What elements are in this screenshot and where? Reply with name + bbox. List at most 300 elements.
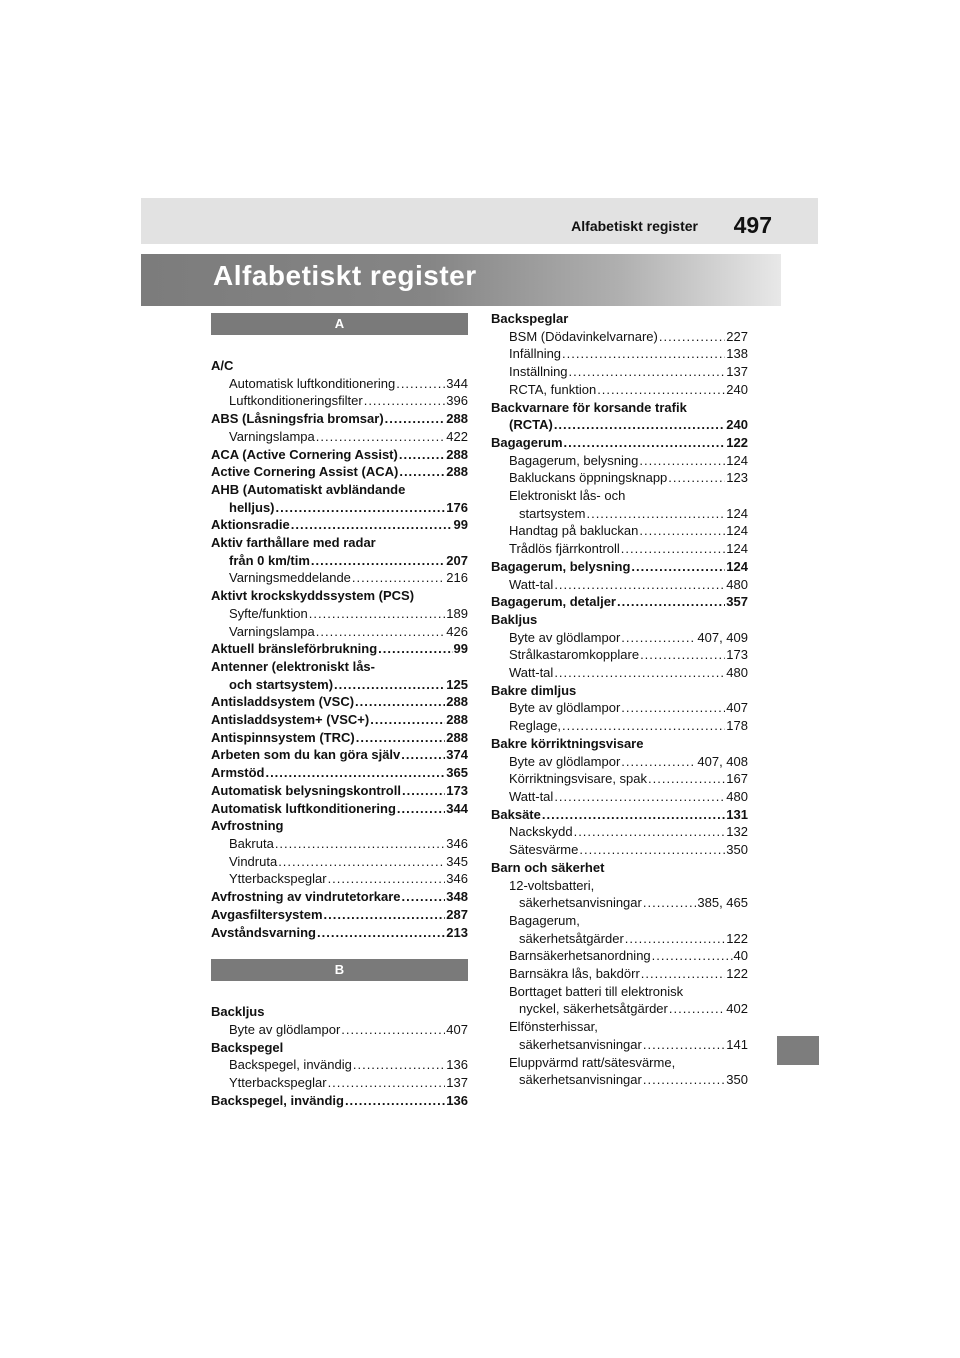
entry-text: A/C xyxy=(211,358,234,373)
entry-text: Backljus xyxy=(211,1004,265,1020)
index-entry xyxy=(491,877,748,895)
index-entry xyxy=(211,693,468,711)
page-ref: 131 xyxy=(726,806,748,822)
page-ref: 288 xyxy=(446,694,468,710)
entry-text: Avfrostning av vindrutetorkare xyxy=(211,889,401,905)
index-entry xyxy=(211,552,468,570)
leader-dots xyxy=(309,605,446,623)
index-entry xyxy=(211,729,468,747)
index-entry xyxy=(211,569,468,587)
page-ref: 288 xyxy=(446,446,468,462)
index-list-a xyxy=(211,357,468,941)
leader-dots xyxy=(639,522,725,540)
entry-text: Watt-tal xyxy=(509,576,554,592)
index-entry xyxy=(211,746,468,764)
entry-text: Varningsmeddelande xyxy=(229,570,351,586)
entry-text: Varningslampa xyxy=(229,623,315,639)
index-entry xyxy=(211,711,468,729)
index-entry xyxy=(211,924,468,942)
page-ref: 227 xyxy=(726,328,748,344)
page-ref: 480 xyxy=(726,665,748,681)
index-entry xyxy=(491,735,748,753)
index-entry xyxy=(491,841,748,859)
page-ref: 407, 409 xyxy=(697,629,748,645)
index-entry xyxy=(211,658,468,676)
page-ref: 132 xyxy=(726,824,748,840)
entry-text: Aktivt krockskyddssystem (PCS) xyxy=(211,588,415,604)
entry-text: Bakre körriktningsvisare xyxy=(491,735,644,751)
leader-dots xyxy=(621,540,726,558)
leader-dots xyxy=(621,699,725,717)
entry-text: Barnsäkerhetsanordning xyxy=(509,948,651,964)
header-title: Alfabetiskt register xyxy=(571,218,698,234)
page-ref: 288 xyxy=(446,411,468,427)
leader-dots xyxy=(324,906,446,924)
entry-text: startsystem xyxy=(519,505,586,521)
index-entry xyxy=(491,381,748,399)
page-number: 497 xyxy=(733,212,772,238)
entry-text: Bagagerum, belysning xyxy=(509,452,639,468)
index-entry xyxy=(491,1071,748,1089)
page-ref: 348 xyxy=(446,889,468,905)
entry-text: Reglage, xyxy=(509,718,562,734)
entry-text: Vindruta xyxy=(229,853,278,869)
leader-dots xyxy=(265,764,445,782)
index-column-left xyxy=(211,313,468,1109)
index-entry xyxy=(491,593,748,611)
page-ref: 123 xyxy=(726,470,748,486)
page-ref: 124 xyxy=(726,505,748,521)
index-entry xyxy=(211,1039,468,1057)
index-entry xyxy=(211,906,468,924)
page-ref: 178 xyxy=(726,718,748,734)
index-entry xyxy=(211,853,468,871)
entry-text: Avgasfiltersystem xyxy=(211,906,323,922)
page-ref: 402 xyxy=(726,1001,748,1017)
index-entry xyxy=(491,823,748,841)
index-column-right xyxy=(491,310,748,1089)
index-list-b-left xyxy=(211,1003,468,1109)
leader-dots xyxy=(643,1071,725,1089)
page-ref: 189 xyxy=(446,605,468,621)
leader-dots xyxy=(562,717,725,735)
page-title: Alfabetiskt register xyxy=(213,260,477,291)
index-entry xyxy=(211,676,468,694)
entry-text: 12-voltsbatteri, xyxy=(509,877,595,893)
index-entry xyxy=(491,646,748,664)
leader-dots xyxy=(554,576,725,594)
leader-dots xyxy=(334,676,445,694)
index-entry xyxy=(491,310,748,328)
entry-text: Infällning xyxy=(509,346,562,362)
entry-text: Active Cornering Assist (ACA) xyxy=(211,464,399,480)
index-entry xyxy=(211,1021,468,1039)
page-ref: 365 xyxy=(446,765,468,781)
index-entry xyxy=(211,1003,468,1021)
page-ref: 240 xyxy=(726,381,748,397)
entry-text: Bagagerum, xyxy=(509,912,580,928)
leader-dots xyxy=(397,800,445,818)
index-entry xyxy=(491,859,748,877)
index-entry xyxy=(491,682,748,700)
leader-dots xyxy=(378,640,452,658)
leader-dots xyxy=(385,410,446,428)
entry-text: Antenner (elektroniskt lås- xyxy=(211,658,375,674)
index-entry xyxy=(491,328,748,346)
leader-dots xyxy=(668,469,725,487)
index-entry xyxy=(491,717,748,735)
page-ref: 125 xyxy=(446,676,468,692)
page-ref: 344 xyxy=(446,800,468,816)
entry-text: Bagagerum xyxy=(491,434,563,450)
index-entry xyxy=(491,1000,748,1018)
index-entry xyxy=(211,800,468,818)
page-ref: 346 xyxy=(446,835,468,851)
page-ref: 122 xyxy=(726,930,748,946)
index-entry xyxy=(491,611,748,629)
index-entry xyxy=(491,399,748,417)
index-entry xyxy=(491,522,748,540)
entry-text: Watt-tal xyxy=(509,665,554,681)
page-ref: 122 xyxy=(726,966,748,982)
entry-text: Bakruta xyxy=(229,835,274,851)
index-entry xyxy=(491,345,748,363)
entry-text: Bakre dimljus xyxy=(491,682,577,698)
page-ref: 288 xyxy=(446,464,468,480)
entry-text: Antispinnsystem (TRC) xyxy=(211,729,355,745)
entry-text: Baksäte xyxy=(491,806,541,822)
leader-dots xyxy=(641,965,726,983)
entry-text: Aktiv farthållare med radar xyxy=(211,535,376,551)
index-entry xyxy=(491,965,748,983)
entry-text: säkerhetsåtgärder xyxy=(519,930,624,946)
leader-dots xyxy=(542,806,725,824)
index-entry xyxy=(211,463,468,481)
entry-text: Luftkonditioneringsfilter xyxy=(229,393,363,409)
leader-dots xyxy=(311,552,445,570)
index-entry xyxy=(491,699,748,717)
page-ref: 99 xyxy=(453,641,468,657)
leader-dots xyxy=(640,646,725,664)
entry-text: Avfrostning xyxy=(211,818,284,834)
leader-dots xyxy=(275,835,445,853)
entry-text: RCTA, funktion xyxy=(509,381,597,397)
index-entry xyxy=(211,481,468,499)
entry-text: Backspeglar xyxy=(491,311,569,326)
index-entry xyxy=(211,428,468,446)
leader-dots xyxy=(316,623,446,641)
entry-text: Elektroniskt lås- och xyxy=(509,488,626,504)
page-ref: 344 xyxy=(446,375,468,391)
page-ref: 138 xyxy=(726,346,748,362)
leader-dots xyxy=(643,1036,725,1054)
leader-dots xyxy=(579,841,725,859)
entry-text: nyckel, säkerhetsåtgärder xyxy=(519,1001,668,1017)
entry-text: Syfte/funktion xyxy=(229,605,308,621)
leader-dots xyxy=(276,499,446,517)
index-entry xyxy=(211,870,468,888)
page-ref: 240 xyxy=(726,417,748,433)
index-entry xyxy=(491,788,748,806)
leader-dots xyxy=(621,753,696,771)
page-ref: 407, 408 xyxy=(697,753,748,769)
index-entry xyxy=(491,947,748,965)
page-ref: 288 xyxy=(446,712,468,728)
leader-dots xyxy=(317,924,445,942)
entry-text: Bagagerum, detaljer xyxy=(491,594,616,610)
entry-text: Trådlös fjärrkontroll xyxy=(509,541,620,557)
page-ref: 396 xyxy=(446,393,468,409)
index-entry xyxy=(491,434,748,452)
entry-text: Byte av glödlampor xyxy=(509,700,621,716)
entry-text: Armstöd xyxy=(211,765,265,781)
leader-dots xyxy=(621,629,696,647)
page-ref: 216 xyxy=(446,570,468,586)
index-entry xyxy=(491,416,748,434)
title-banner xyxy=(141,254,781,306)
entry-text: Handtag på bakluckan xyxy=(509,523,639,539)
entry-text: Ytterbackspeglar xyxy=(229,1075,327,1091)
leader-dots xyxy=(631,558,725,576)
leader-dots xyxy=(617,593,725,611)
page-ref: 287 xyxy=(446,906,468,922)
page-header xyxy=(141,198,818,244)
index-entry xyxy=(211,357,468,375)
entry-text: (RCTA) xyxy=(509,417,553,433)
entry-text: helljus) xyxy=(229,499,275,515)
page-ref: 480 xyxy=(726,788,748,804)
page-ref: 422 xyxy=(446,428,468,444)
entry-text: AHB (Automatiskt avbländande xyxy=(211,481,406,497)
index-entry xyxy=(491,664,748,682)
leader-dots xyxy=(328,870,446,888)
leader-dots xyxy=(345,1092,445,1110)
entry-text: Automatisk belysningskontroll xyxy=(211,782,401,798)
index-entry xyxy=(491,753,748,771)
leader-dots xyxy=(291,516,453,534)
entry-text: Barn och säkerhet xyxy=(491,859,605,875)
leader-dots xyxy=(554,664,725,682)
index-entry xyxy=(211,764,468,782)
leader-dots xyxy=(669,1000,725,1018)
leader-dots xyxy=(569,363,726,381)
leader-dots xyxy=(659,328,725,346)
index-entry xyxy=(211,782,468,800)
entry-text: Backspegel xyxy=(211,1039,284,1055)
page-ref: 213 xyxy=(446,924,468,940)
leader-dots xyxy=(643,894,697,912)
page-ref: 124 xyxy=(726,452,748,468)
leader-dots xyxy=(639,452,725,470)
leader-dots xyxy=(356,729,446,747)
index-entry xyxy=(211,534,468,552)
entry-text: Backspegel, invändig xyxy=(229,1057,352,1073)
index-entry xyxy=(491,770,748,788)
index-entry xyxy=(211,817,468,835)
entry-text: Byte av glödlampor xyxy=(509,629,621,645)
index-entry xyxy=(491,1036,748,1054)
leader-dots xyxy=(402,888,446,906)
entry-text: Bakljus xyxy=(491,611,538,627)
entry-text: Byte av glödlampor xyxy=(229,1021,341,1037)
leader-dots xyxy=(401,746,445,764)
page-ref: 122 xyxy=(726,434,748,450)
entry-text: Eluppvärmd ratt/sätesvärme, xyxy=(509,1054,676,1070)
leader-dots xyxy=(574,823,726,841)
page-ref: 136 xyxy=(446,1092,468,1108)
page-ref: 345 xyxy=(446,853,468,869)
index-entry xyxy=(211,623,468,641)
index-entry xyxy=(491,894,748,912)
index-entry xyxy=(211,499,468,517)
leader-dots xyxy=(554,416,725,434)
page-ref: 167 xyxy=(726,771,748,787)
page-ref: 173 xyxy=(446,782,468,798)
page-ref: 480 xyxy=(726,576,748,592)
page-ref: 426 xyxy=(446,623,468,639)
leader-dots xyxy=(352,569,445,587)
index-entry xyxy=(211,516,468,534)
page-ref: 176 xyxy=(446,499,468,515)
index-entry xyxy=(211,605,468,623)
leader-dots xyxy=(625,930,726,948)
leader-dots xyxy=(597,381,725,399)
entry-text: Varningslampa xyxy=(229,428,315,444)
leader-dots xyxy=(586,505,725,523)
page-ref: 124 xyxy=(726,523,748,539)
entry-text: Nackskydd xyxy=(509,824,573,840)
page-ref: 137 xyxy=(446,1075,468,1091)
leader-dots xyxy=(554,788,725,806)
page-ref: 385, 465 xyxy=(697,895,748,911)
section-header-a: A xyxy=(211,313,468,335)
entry-text: Byte av glödlampor xyxy=(509,753,621,769)
leader-dots xyxy=(648,770,725,788)
index-entry xyxy=(211,410,468,428)
entry-text: Borttaget batteri till elektronisk xyxy=(509,983,684,999)
entry-text: ACA (Active Cornering Assist) xyxy=(211,446,398,462)
index-entry xyxy=(211,587,468,605)
index-entry xyxy=(491,469,748,487)
page-ref: 124 xyxy=(726,558,748,574)
index-entry xyxy=(491,1054,748,1072)
index-entry xyxy=(211,640,468,658)
entry-text: Avståndsvarning xyxy=(211,924,316,940)
page-ref: 407 xyxy=(726,700,748,716)
leader-dots xyxy=(562,345,725,363)
entry-text: säkerhetsanvisningar xyxy=(519,1072,642,1088)
index-entry xyxy=(491,452,748,470)
entry-text: Arbeten som du kan göra själv xyxy=(211,747,401,763)
page-ref: 374 xyxy=(446,747,468,763)
entry-text: Inställning xyxy=(509,364,568,380)
index-entry xyxy=(211,1092,468,1110)
index-list-b-right xyxy=(491,310,748,1089)
chapter-tab xyxy=(777,1036,819,1065)
entry-text: Barnsäkra lås, bakdörr xyxy=(509,966,640,982)
index-entry xyxy=(491,558,748,576)
index-entry xyxy=(491,363,748,381)
entry-text: Aktuell bränsleförbrukning xyxy=(211,641,378,657)
entry-text: Ytterbackspeglar xyxy=(229,871,327,887)
entry-text: från 0 km/tim xyxy=(229,552,310,568)
entry-text: Antisladdsystem+ (VSC+) xyxy=(211,712,370,728)
page-ref: 40 xyxy=(733,948,748,964)
leader-dots xyxy=(402,782,445,800)
page-ref: 207 xyxy=(446,552,468,568)
entry-text: ABS (Låsningsfria bromsar) xyxy=(211,411,384,427)
leader-dots xyxy=(652,947,733,965)
leader-dots xyxy=(399,463,445,481)
entry-text: Bakluckans öppningsknapp xyxy=(509,470,668,486)
leader-dots xyxy=(564,434,726,452)
entry-text: säkerhetsanvisningar xyxy=(519,1036,642,1052)
page-ref: 357 xyxy=(726,594,748,610)
page-ref: 407 xyxy=(446,1021,468,1037)
index-entry xyxy=(211,1056,468,1074)
leader-dots xyxy=(370,711,445,729)
page-ref: 124 xyxy=(726,541,748,557)
leader-dots xyxy=(355,693,445,711)
index-entry xyxy=(491,576,748,594)
index-entry xyxy=(491,983,748,1001)
page-ref: 288 xyxy=(446,729,468,745)
index-entry xyxy=(491,1018,748,1036)
index-entry xyxy=(491,505,748,523)
index-entry xyxy=(211,375,468,393)
entry-text: Aktionsradie xyxy=(211,517,290,533)
entry-text: Backvarnare för korsande trafik xyxy=(491,399,687,415)
entry-text: Strålkastaromkopplare xyxy=(509,647,640,663)
page-ref: 173 xyxy=(726,647,748,663)
entry-text: Watt-tal xyxy=(509,788,554,804)
index-entry xyxy=(491,912,748,930)
entry-text: BSM (Dödavinkelvarnare) xyxy=(509,328,658,344)
leader-dots xyxy=(341,1021,445,1039)
section-header-b: B xyxy=(211,959,468,981)
leader-dots xyxy=(316,428,446,446)
entry-text: Antisladdsystem (VSC) xyxy=(211,694,355,710)
leader-dots xyxy=(328,1074,446,1092)
page-ref: 350 xyxy=(726,1072,748,1088)
index-entry xyxy=(211,835,468,853)
index-entry xyxy=(211,888,468,906)
entry-text: Automatisk luftkonditionering xyxy=(211,800,396,816)
index-entry xyxy=(211,392,468,410)
entry-text: Elfönsterhissar, xyxy=(509,1019,598,1035)
index-entry xyxy=(491,930,748,948)
entry-text: säkerhetsanvisningar xyxy=(519,895,642,911)
leader-dots xyxy=(278,853,445,871)
index-entry xyxy=(211,446,468,464)
leader-dots xyxy=(353,1056,445,1074)
index-entry xyxy=(491,487,748,505)
entry-text: Backspegel, invändig xyxy=(211,1092,344,1108)
entry-text: Körriktningsvisare, spak xyxy=(509,771,647,787)
page-ref: 136 xyxy=(446,1057,468,1073)
entry-text: och startsystem) xyxy=(229,676,334,692)
index-entry xyxy=(491,540,748,558)
page-ref: 346 xyxy=(446,871,468,887)
page-ref: 99 xyxy=(453,517,468,533)
leader-dots xyxy=(364,392,446,410)
leader-dots xyxy=(396,375,445,393)
index-entry xyxy=(491,806,748,824)
leader-dots xyxy=(399,446,445,464)
page-ref: 137 xyxy=(726,364,748,380)
entry-text: Bagagerum, belysning xyxy=(491,558,631,574)
entry-text: Sätesvärme xyxy=(509,842,579,858)
